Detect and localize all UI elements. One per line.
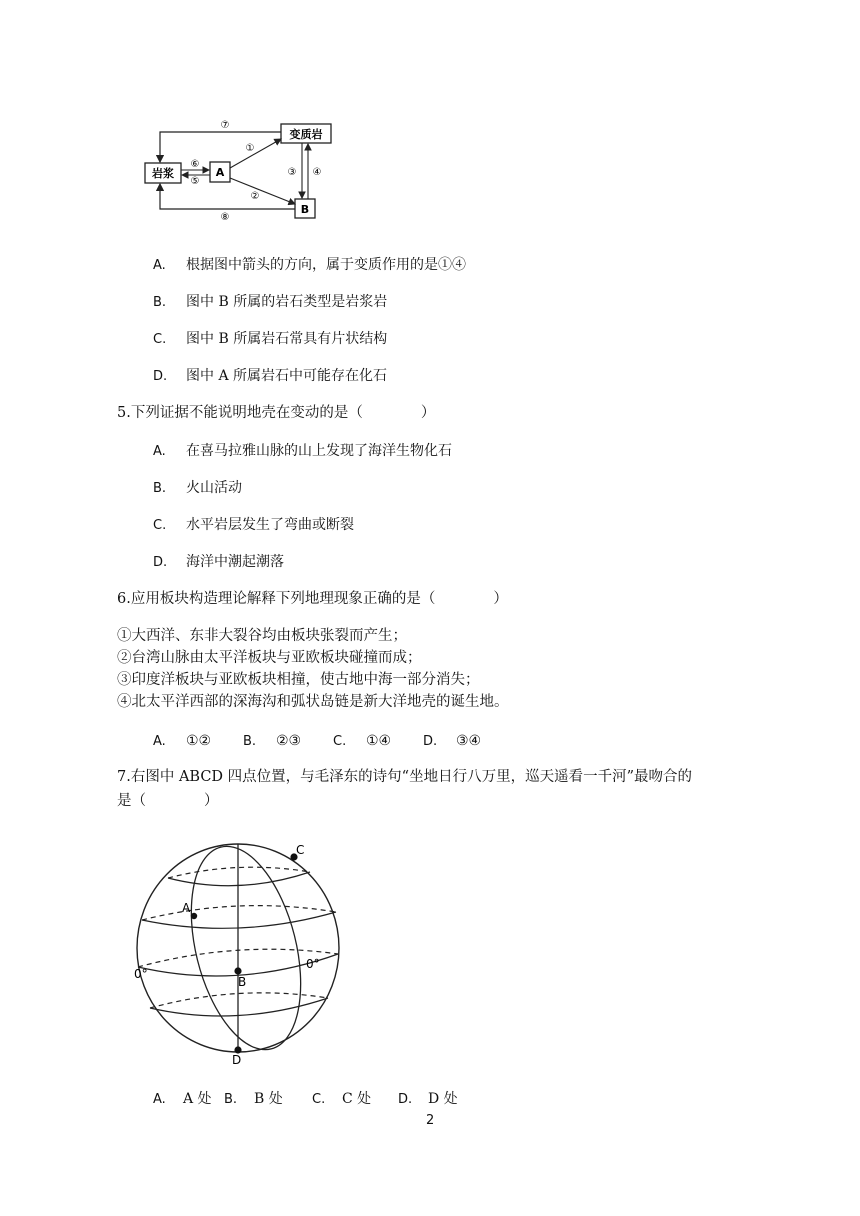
q6-option-a bbox=[153, 731, 211, 752]
q7-stem-line1: 7.右图中 ABCD 四点位置，与毛泽东的诗句“坐地日行八万里，巡天遥看一千河”最吻合的 bbox=[117, 769, 692, 785]
arrow-label-1: ① bbox=[245, 143, 255, 154]
q4-option-d bbox=[153, 366, 387, 387]
option-label: D. bbox=[398, 1092, 413, 1107]
option-text: 海洋中潮起潮落 bbox=[186, 554, 284, 570]
q7-option-d bbox=[398, 1089, 458, 1110]
q6-option-b bbox=[243, 731, 301, 752]
q6-statement-1: ①大西洋、东非大裂谷均由板块张裂而产生； bbox=[117, 628, 407, 644]
option-label: D. bbox=[153, 555, 168, 570]
q6-statement-2: ②台湾山脉由太平洋板块与亚欧板块碰撞而成； bbox=[117, 650, 422, 666]
option-label: B. bbox=[153, 481, 167, 496]
option-text: 火山活动 bbox=[186, 480, 242, 496]
left-degree-label: 0° bbox=[134, 967, 148, 981]
option-text: D 处 bbox=[428, 1091, 458, 1107]
option-text: 图中 B 所属的岩石类型是岩浆岩 bbox=[186, 294, 388, 310]
option-label: D. bbox=[423, 734, 438, 749]
point-a-label: A bbox=[182, 901, 191, 915]
q4-option-a bbox=[153, 255, 466, 276]
q6-option-c bbox=[333, 731, 391, 752]
arrow-7 bbox=[160, 132, 281, 162]
arrow-label-6: ⑥ bbox=[190, 159, 200, 170]
q6-option-d bbox=[423, 731, 481, 752]
q5-option-b bbox=[153, 478, 242, 499]
option-label: C. bbox=[153, 518, 167, 533]
q6-stem: 6.应用板块构造理论解释下列地理现象正确的是（ ） bbox=[117, 591, 508, 607]
q4-option-c bbox=[153, 329, 387, 350]
rock-cycle-diagram bbox=[140, 112, 340, 224]
option-label: B. bbox=[224, 1092, 238, 1107]
q7-option-a bbox=[153, 1089, 212, 1110]
arrow-label-4: ④ bbox=[312, 167, 322, 178]
point-d-label: D bbox=[232, 1053, 242, 1065]
option-text: 水平岩层发生了弯曲或断裂 bbox=[186, 517, 354, 533]
option-label: A. bbox=[153, 258, 166, 273]
arrow-label-2: ② bbox=[250, 191, 260, 202]
point-a bbox=[191, 913, 197, 919]
option-text: ①② bbox=[186, 733, 212, 749]
point-b-label: B bbox=[238, 975, 247, 989]
option-label: C. bbox=[312, 1092, 326, 1107]
arrow-label-3: ③ bbox=[287, 167, 297, 178]
q7-option-b bbox=[224, 1089, 283, 1110]
globe-diagram bbox=[128, 830, 353, 1065]
option-label: C. bbox=[153, 332, 167, 347]
q6-statement-4: ④北太平洋西部的深海沟和弧状岛链是新大洋地壳的诞生地。 bbox=[117, 694, 509, 710]
option-text: B 处 bbox=[254, 1091, 283, 1107]
a-label: A bbox=[215, 166, 225, 179]
option-text: 根据图中箭头的方向，属于变质作用的是①④ bbox=[186, 257, 466, 273]
option-label: C. bbox=[333, 734, 347, 749]
q6-statement-3: ③印度洋板块与亚欧板块相撞，使古地中海一部分消失； bbox=[117, 672, 480, 688]
option-label: A. bbox=[153, 1092, 166, 1107]
magma-label: 岩浆 bbox=[152, 167, 174, 180]
metamorphic-label: 变质岩 bbox=[289, 128, 323, 141]
point-c-label: C bbox=[296, 843, 305, 857]
option-text: 图中 B 所属岩石常具有片状结构 bbox=[186, 331, 388, 347]
option-label: B. bbox=[153, 295, 167, 310]
option-text: ③④ bbox=[456, 733, 482, 749]
right-degree-label: 0° bbox=[306, 957, 320, 971]
q4-option-b bbox=[153, 292, 387, 313]
point-b bbox=[234, 967, 241, 974]
option-text: 在喜马拉雅山脉的山上发现了海洋生物化石 bbox=[186, 443, 452, 459]
q5-option-d bbox=[153, 552, 284, 573]
arrow-label-7: ⑦ bbox=[220, 120, 230, 131]
q5-option-c bbox=[153, 515, 354, 536]
option-label: D. bbox=[153, 369, 168, 384]
option-text: A 处 bbox=[183, 1091, 212, 1107]
option-text: ②③ bbox=[276, 733, 302, 749]
option-text: C 处 bbox=[342, 1091, 372, 1107]
q5-stem: 5.下列证据不能说明地壳在变动的是（ ） bbox=[117, 405, 436, 421]
q7-stem-line2: 是（ ） bbox=[117, 793, 219, 809]
option-text: 图中 A 所属岩石中可能存在化石 bbox=[186, 368, 388, 384]
b-label: B bbox=[300, 203, 310, 216]
option-label: A. bbox=[153, 734, 166, 749]
option-label: A. bbox=[153, 444, 166, 459]
arrow-2 bbox=[230, 178, 295, 204]
option-text: ①④ bbox=[366, 733, 392, 749]
q5-option-a bbox=[153, 441, 452, 462]
arrow-8 bbox=[160, 184, 295, 209]
arrow-label-8: ⑧ bbox=[220, 212, 230, 223]
meridian-ellipse bbox=[172, 835, 319, 1061]
arrow-1 bbox=[230, 139, 281, 168]
q7-option-c bbox=[312, 1089, 371, 1110]
page-number: 2 bbox=[426, 1113, 435, 1128]
arrow-label-5: ⑤ bbox=[190, 176, 200, 187]
option-label: B. bbox=[243, 734, 257, 749]
